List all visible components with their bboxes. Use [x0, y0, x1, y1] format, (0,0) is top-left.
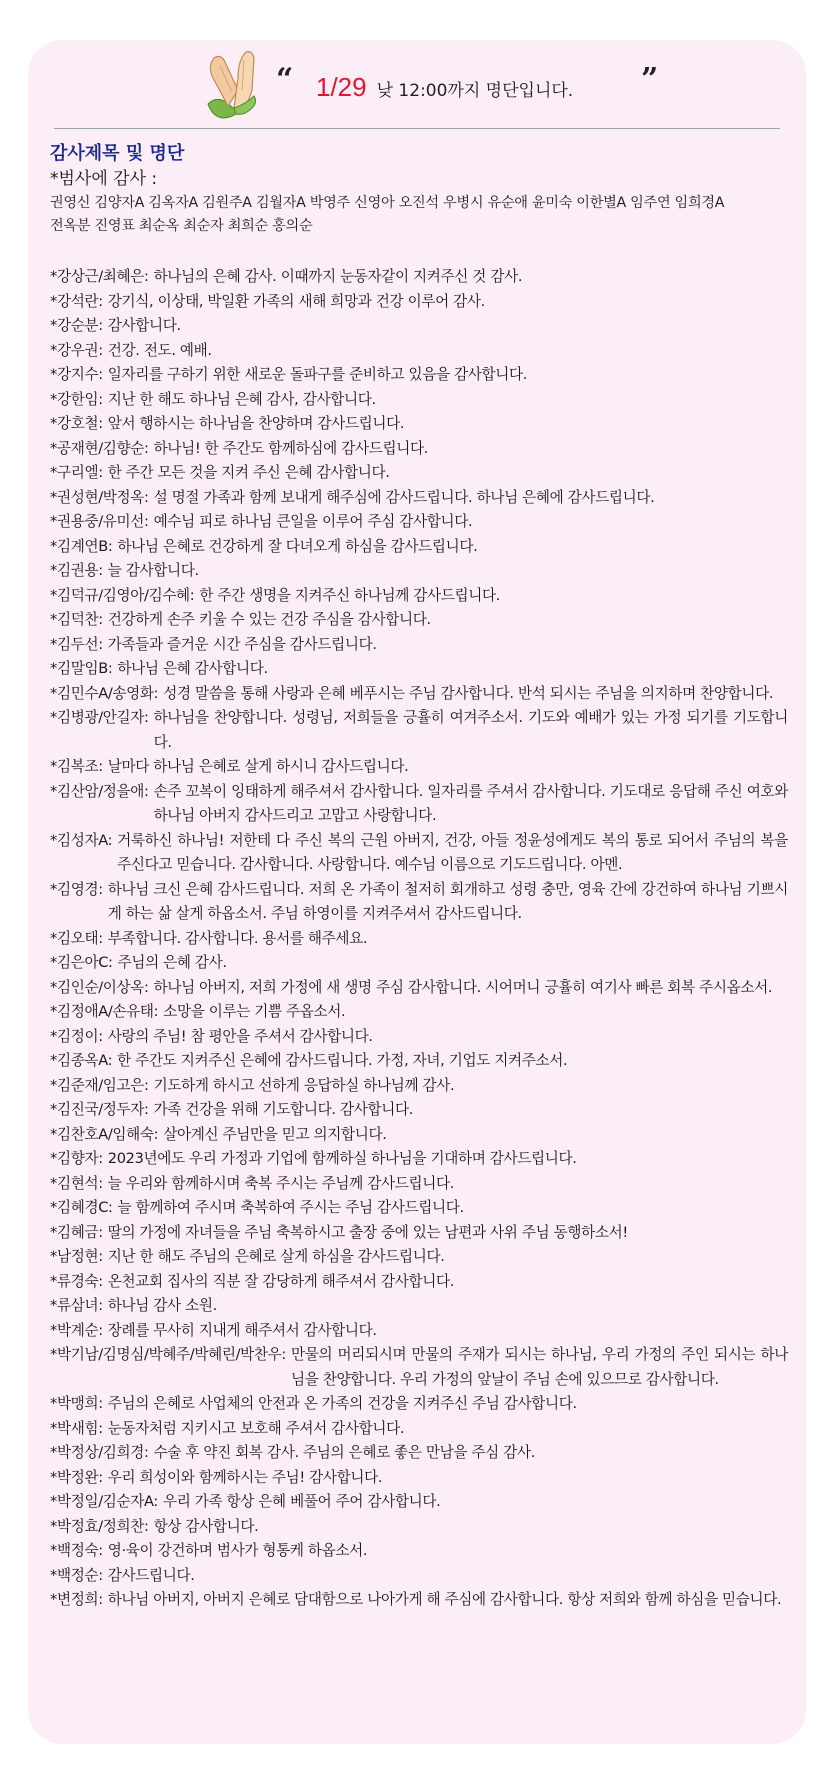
entry-text: 거룩하신 하나님! 저한테 다 주신 복의 근원 아버지, 건강, 아들 정윤성에게도 복의 통로 되어서 주님의 복을 주신다고 믿습니다. 감사합니다. 사랑합니다. 예수님 이름으로 기도드립니다. 아멘. — [117, 831, 788, 873]
entry-text: 한 주간 생명을 지켜주신 하나님께 감사드립니다. — [199, 586, 501, 604]
entry-text: 날마다 하나님 은혜로 살게 하시니 감사드립니다. — [107, 758, 409, 775]
list-item — [50, 510, 788, 535]
entry-text: 2023년에도 우리 가정과 기업에 함께하실 하나님을 기대하며 감사드립니다. — [107, 1150, 577, 1167]
entry-name: *백정순: — [50, 1566, 103, 1584]
list-item — [50, 1588, 788, 1613]
list-item — [50, 1490, 788, 1515]
entries-list — [50, 265, 788, 1613]
entry-text: 항상 감사합니다. — [153, 1517, 259, 1535]
list-item — [50, 951, 788, 976]
entry-text: 눈동자처럼 지키시고 보호해 주셔서 감사합니다. — [107, 1419, 405, 1437]
entry-text: 하나님 아버지, 저희 가정에 새 생명 주심 감사합니다. 시어머니 긍휼히 여기사 빠른 회복 주시옵소서. — [153, 978, 773, 996]
content-area — [50, 141, 788, 1613]
quote-close-mark: ” — [641, 62, 659, 97]
entry-text: 성경 말씀을 통해 사랑과 은혜 베푸시는 주님 감사합니다. 반석 되시는 주님을 의지하며 찬양합니다. — [163, 684, 774, 702]
list-item — [50, 780, 788, 829]
entry-text: 강기식, 이상태, 박일환 가족의 새해 희망과 건강 이루어 감사. — [107, 292, 485, 310]
entry-text: 딸의 가정에 자녀들을 주님 축복하시고 출장 중에 있는 남편과 사위 주님 동행하소서! — [107, 1223, 628, 1241]
list-item — [50, 657, 788, 682]
entry-text: 가족 건강을 위해 기도합니다. 감사합니다. — [153, 1101, 414, 1118]
entry-text: 하나님 감사 소원. — [107, 1297, 217, 1314]
entry-name: *구리엘: — [50, 464, 103, 481]
list-item — [50, 1417, 788, 1442]
entry-text: 감사드립니다. — [107, 1566, 195, 1584]
section-title: 감사제목 및 명단 — [50, 143, 185, 164]
entry-text: 하나님 은혜로 건강하게 잘 다녀오게 하심을 감사드립니다. — [117, 537, 478, 555]
list-item — [50, 1294, 788, 1319]
list-item — [50, 437, 788, 462]
entry-name: *김말임B: — [50, 660, 113, 677]
list-item — [50, 1025, 788, 1050]
entry-text: 하나님 은혜 감사합니다. — [117, 660, 268, 677]
entry-name: *박정완: — [50, 1468, 103, 1486]
entry-name: *변정희: — [50, 1591, 103, 1608]
list-item — [50, 1319, 788, 1344]
entry-name: *박계순: — [50, 1321, 103, 1339]
entry-text: 주님의 은혜로 사업체의 안전과 온 가족의 건강을 지켜주신 주님 감사합니다. — [107, 1395, 577, 1412]
entry-name: *김산암/정을애: — [50, 782, 149, 800]
list-item — [50, 388, 788, 413]
entry-text: 늘 우리와 함께하시며 축복 주시는 주님께 감사드립니다. — [107, 1174, 454, 1192]
entry-name: *김덕찬: — [50, 611, 103, 628]
entry-text: 늘 함께하여 주시며 축복하여 주시는 주님 감사드립니다. — [117, 1199, 464, 1216]
header-date: 1/29 — [316, 72, 367, 102]
entry-name: *류삼녀: — [50, 1297, 103, 1314]
prayer-card — [28, 40, 806, 1744]
entry-name: *강순분: — [50, 317, 103, 334]
entry-text: 손주 꼬복이 잉태하게 해주셔서 감사합니다. 일자리를 주셔서 감사합니다. 기도대로 응답해 주신 여호와 하나님 아버지 감사드리고 고맙고 사랑합니다. — [153, 782, 788, 824]
entry-name: *김종옥A: — [50, 1052, 113, 1069]
entry-name: *김민수A/송영화: — [50, 684, 159, 702]
entry-name: *강지수: — [50, 366, 103, 383]
entry-name: *김혜경C: — [50, 1199, 113, 1216]
entry-text: 살아계신 주님만을 믿고 의지합니다. — [163, 1125, 387, 1143]
list-item — [50, 290, 788, 315]
list-item — [50, 1221, 788, 1246]
list-item — [50, 682, 788, 707]
list-item — [50, 633, 788, 658]
entry-text: 우리 가족 항상 은혜 베풀어 주어 감사합니다. — [162, 1493, 441, 1510]
entry-text: 지난 한 해도 주님의 은혜로 살게 하심을 감사드립니다. — [107, 1248, 445, 1265]
names-line-1: 권영신 김양자A 김옥자A 김원주A 김월자A 박영주 신영아 오진석 우병시 유순애 윤미숙 이한별A 임주연 임희경A — [50, 195, 725, 211]
entry-name: *김정애A/손유태: — [50, 1003, 159, 1020]
entry-name: *김덕규/김영아/김수혜: — [50, 586, 195, 604]
list-item — [50, 1196, 788, 1221]
list-item — [50, 1049, 788, 1074]
entry-text: 한 주간도 지켜주신 은혜에 감사드립니다. 가정, 자녀, 기업도 지켜주소서. — [117, 1052, 568, 1069]
entry-text: 한 주간 모든 것을 지켜 주신 은혜 감사합니다. — [107, 464, 390, 481]
list-item — [50, 1539, 788, 1564]
entry-name: *강우권: — [50, 341, 103, 359]
entry-text: 부족합니다. 감사합니다. 용서를 해주세요. — [107, 929, 368, 947]
entry-text: 하나님 크신 은혜 감사드립니다. 저희 온 가족이 철저히 회개하고 성령 충만, 영육 간에 강건하여 하나님 기쁘시게 하는 삶 살게 하옵소서. 주님 하영이를 지켜주셔서 감사드립니다. — [107, 880, 788, 922]
entry-name: *류경숙: — [50, 1272, 103, 1290]
section-subtitle: *범사에 감사 : — [50, 169, 158, 189]
entry-name: *김권용: — [50, 562, 103, 579]
list-item — [50, 584, 788, 609]
entry-name: *김인순/이상옥: — [50, 978, 149, 996]
entry-name: *권용중/유미선: — [50, 513, 149, 530]
entry-name: *김복조: — [50, 758, 103, 775]
entry-name: *김향자: — [50, 1150, 103, 1167]
names-line-2: 전옥분 진영표 최순옥 최순자 최희순 홍의순 — [50, 218, 313, 234]
list-item — [50, 1074, 788, 1099]
entry-text: 지난 한 해도 하나님 은혜 감사, 감사합니다. — [107, 390, 376, 408]
entry-name: *백정숙: — [50, 1542, 103, 1559]
card-header — [28, 40, 806, 132]
list-item — [50, 706, 788, 755]
entry-text: 건강하게 손주 키울 수 있는 건강 주심을 감사합니다. — [107, 611, 431, 628]
list-item — [50, 976, 788, 1001]
entry-name: *김정이: — [50, 1027, 103, 1045]
entry-text: 우리 희성이와 함께하시는 주님! 감사합니다. — [107, 1468, 383, 1486]
list-item — [50, 927, 788, 952]
entry-name: *김혜금: — [50, 1223, 103, 1241]
entry-text: 만물의 머리되시며 만물의 주재가 되시는 하나님, 우리 가정의 주인 되시는 하나님을 찬양합니다. 우리 가정의 앞날이 주님 손에 있으므로 감사합니다. — [291, 1346, 788, 1388]
entry-text: 하나님의 은혜 감사. 이때까지 눈동자같이 지켜주신 것 감사. — [153, 268, 523, 285]
list-item — [50, 608, 788, 633]
entry-name: *박기남/김명심/박혜주/박혜린/박찬우: — [50, 1346, 286, 1363]
list-item — [50, 1343, 788, 1392]
entry-text: 수술 후 약진 회복 감사. 주님의 은혜로 좋은 만남을 주심 감사. — [153, 1444, 535, 1461]
list-item — [50, 412, 788, 437]
list-item — [50, 486, 788, 511]
list-item — [50, 559, 788, 584]
list-item — [50, 1441, 788, 1466]
list-item — [50, 1098, 788, 1123]
entry-name: *박맹희: — [50, 1395, 103, 1412]
entry-text: 소망을 이루는 기쁨 주옵소서. — [163, 1003, 346, 1020]
list-item — [50, 314, 788, 339]
list-item — [50, 829, 788, 878]
entry-name: *김진국/정두자: — [50, 1101, 149, 1118]
entry-text: 건강. 전도. 예배. — [107, 341, 212, 359]
entry-name: *박정상/김희경: — [50, 1444, 149, 1461]
entry-text: 예수님 피로 하나님 큰일을 이루어 주심 감사합니다. — [153, 513, 473, 530]
header-text: 낮 12:00까지 명단입니다. — [376, 81, 574, 101]
quote-open-mark: “ — [276, 62, 294, 97]
list-item — [50, 461, 788, 486]
list-item — [50, 1000, 788, 1025]
list-item — [50, 339, 788, 364]
entry-text: 사랑의 주님! 참 평안을 주셔서 감사합니다. — [107, 1027, 373, 1045]
entry-text: 앞서 행하시는 하나님을 찬양하며 감사드립니다. — [107, 415, 405, 432]
list-item — [50, 265, 788, 290]
entry-text: 늘 감사합니다. — [107, 562, 199, 579]
entry-text: 하나님! 한 주간도 함께하심에 감사드립니다. — [153, 439, 428, 457]
entry-text: 일자리를 구하기 위한 새로운 돌파구를 준비하고 있음을 감사합니다. — [107, 366, 528, 383]
entry-name: *김찬호A/임해숙: — [50, 1125, 159, 1143]
list-item — [50, 1147, 788, 1172]
header-divider — [54, 128, 780, 129]
entry-name: *김성자A: — [50, 831, 113, 849]
list-item — [50, 1245, 788, 1270]
entry-name: *김오태: — [50, 929, 103, 947]
list-item — [50, 878, 788, 927]
list-item — [50, 363, 788, 388]
entry-name: *김준재/임고은: — [50, 1076, 149, 1094]
entry-name: *강석란: — [50, 292, 103, 310]
entry-text: 주님의 은혜 감사. — [117, 954, 227, 971]
entry-name: *김병광/안길자: — [50, 709, 149, 726]
entry-text: 영·육이 강건하며 범사가 형통케 하옵소서. — [107, 1542, 368, 1559]
entry-text: 하나님을 찬양합니다. 성령님, 저희들을 긍휼히 여겨주소서. 기도와 예배가 있는 가정 되기를 기도합니다. — [153, 709, 788, 751]
entry-name: *김두선: — [50, 635, 103, 653]
entry-name: *김영경: — [50, 880, 103, 898]
praying-hands-icon — [198, 46, 264, 120]
header-line — [316, 72, 573, 103]
list-item — [50, 1172, 788, 1197]
entry-text: 장례를 무사히 지내게 해주셔서 감사합니다. — [107, 1321, 377, 1339]
list-item — [50, 1564, 788, 1589]
entry-name: *강상근/최혜은: — [50, 268, 149, 285]
entry-name: *강호철: — [50, 415, 103, 432]
entry-name: *박정효/정희찬: — [50, 1517, 149, 1535]
entry-text: 하나님 아버지, 아버지 은혜로 담대함으로 나아가게 해 주심에 감사합니다. 항상 저희와 함께 하심을 믿습니다. — [107, 1591, 782, 1608]
entry-text: 가족들과 즐거운 시간 주심을 감사드립니다. — [107, 635, 377, 653]
entry-name: *공재현/김향순: — [50, 439, 149, 457]
entry-name: *권성현/박정옥: — [50, 488, 149, 506]
entry-text: 설 명절 가족과 함께 보내게 해주심에 감사드립니다. 하나님 은혜에 감사드립니다. — [153, 488, 655, 506]
entry-name: *김은아C: — [50, 954, 113, 971]
list-item — [50, 1466, 788, 1491]
entry-name: *박정일/김순자A: — [50, 1493, 158, 1510]
list-item — [50, 1392, 788, 1417]
list-item — [50, 1123, 788, 1148]
entry-name: *강한임: — [50, 390, 103, 408]
list-item — [50, 1270, 788, 1295]
entry-name: *박새힘: — [50, 1419, 103, 1437]
entry-name: *김현석: — [50, 1174, 103, 1192]
list-item — [50, 535, 788, 560]
entry-text: 감사합니다. — [107, 317, 181, 334]
list-item — [50, 1515, 788, 1540]
entry-text: 기도하게 하시고 선하게 응답하실 하나님께 감사. — [153, 1076, 455, 1094]
entry-name: *남정현: — [50, 1248, 103, 1265]
entry-text: 온천교회 집사의 직분 잘 감당하게 해주셔서 감사합니다. — [107, 1272, 454, 1290]
list-item — [50, 755, 788, 780]
entry-name: *김계연B: — [50, 537, 113, 555]
